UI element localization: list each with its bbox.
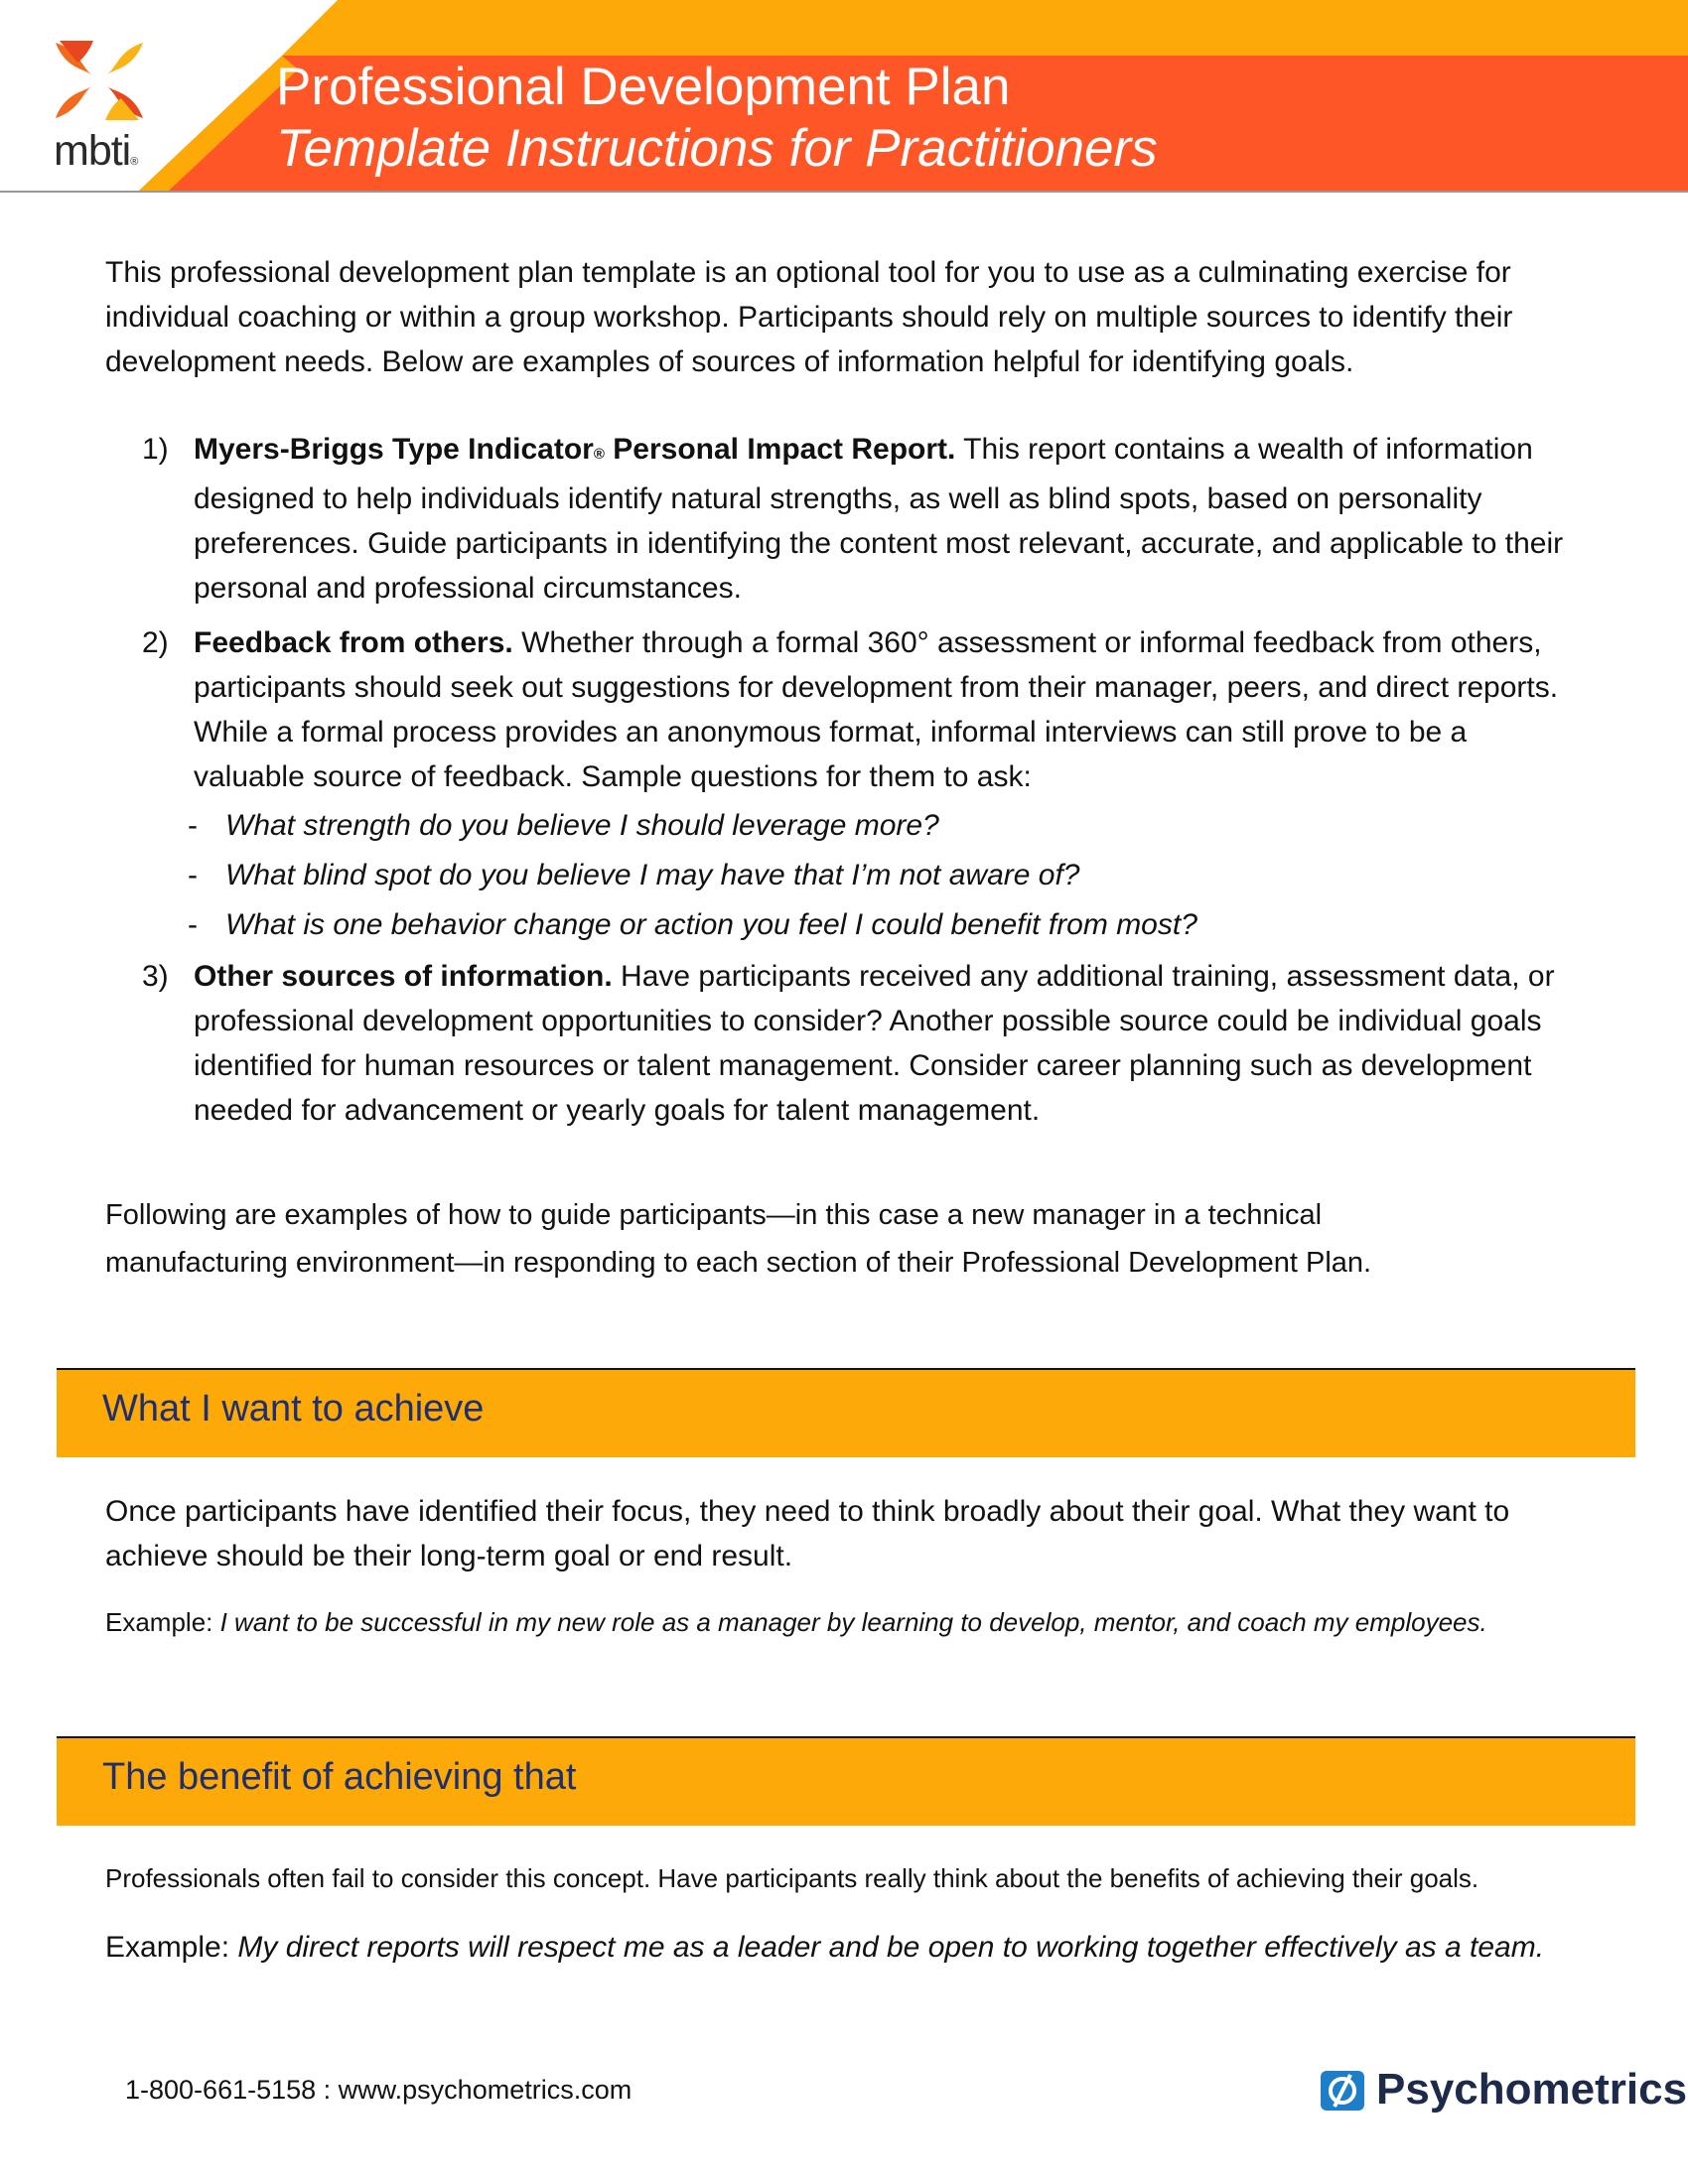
intro-paragraph: This professional development plan template is an optional tool for you to use as a culminating exercise for individual coaching or within a group workshop. Participants should rely on multiple sources to identify their development needs. Below are examples of sources of information helpful for identifying goals. <box>105 256 1513 378</box>
footer-contact: 1-800-661-5158 : www.psychometrics.com <box>125 2075 633 2105</box>
source-item <box>139 954 1569 1133</box>
source-text: Have participants received any additional training, assessment data, or professional development opportunities to consider? Another possible source could be individual goals identified for human resources or talent management. Consider career planning such as development needed for advancement or yearly goals for talent management. <box>194 960 1555 1127</box>
section-title: What I want to achieve <box>102 1388 485 1430</box>
source-number: 2) <box>142 626 169 659</box>
source-number: 1) <box>142 433 169 466</box>
mbti-logo-text: mbti® <box>54 127 138 175</box>
mbti-logo <box>50 36 161 175</box>
sources-list <box>139 427 1569 1133</box>
guide-paragraph: Following are examples of how to guide participants—in this case a new manager in a technical manufacturing environment—in responding to each section of their Professional Development Plan. <box>105 1199 1372 1279</box>
source-title: Myers-Briggs Type Indicator® Personal Impact Report. <box>194 433 956 466</box>
sample-question: - What strength do you believe I should leverage more? <box>188 809 939 842</box>
source-title: Other sources of information. <box>194 960 613 993</box>
section-header-achieve <box>57 1368 1635 1457</box>
page-subtitle: Template Instructions for Practitioners <box>276 119 1158 178</box>
source-number: 3) <box>142 960 169 993</box>
source-item <box>139 427 1569 611</box>
page-header <box>0 0 1688 195</box>
psychometrics-icon <box>1319 2067 1366 2115</box>
achieve-example: Example: I want to be successful in my new role as a manager by learning to develop, mentor, and coach my employees. <box>105 1607 1487 1637</box>
achieve-paragraph: Once participants have identified their focus, they need to think broadly about their goal. What they want to achieve should be their long-term goal or end result. <box>105 1495 1510 1572</box>
page-title: Professional Development Plan <box>276 58 1011 116</box>
section-title: The benefit of achieving that <box>102 1756 577 1798</box>
source-title: Feedback from others. <box>194 626 513 659</box>
source-text: This report contains a wealth of information designed to help individuals identify natural strengths, as well as blind spots, based on personality preferences. Guide participants in identifying the content most relevant, accurate, and applicable to their personal and professional circumstances. <box>194 433 1564 605</box>
sample-question: - What blind spot do you believe I may have that I’m not aware of? <box>188 859 1080 891</box>
sample-question: - What is one behavior change or action you feel I could benefit from most? <box>188 908 1197 941</box>
mbti-star-icon <box>50 36 149 125</box>
psychometrics-brand: Psychometrics <box>1376 2065 1688 2114</box>
sample-questions-list <box>188 801 1569 950</box>
source-item <box>139 620 1569 950</box>
benefit-example: Example: My direct reports will respect me as a leader and be open to working together effectively as a team. <box>105 1931 1545 1964</box>
source-text: Whether through a formal 360° assessment or informal feedback from others, participants should seek out suggestions for development from their manager, peers, and direct reports. While a formal process provides an anonymous format, informal interviews can still prove to be a valuable source of feedback. Sample questions for them to ask: <box>194 626 1559 793</box>
benefit-paragraph: Professionals often fail to consider this concept. Have participants really think about the benefits of achieving their goals. <box>105 1863 1479 1893</box>
section-header-benefit <box>57 1736 1635 1826</box>
